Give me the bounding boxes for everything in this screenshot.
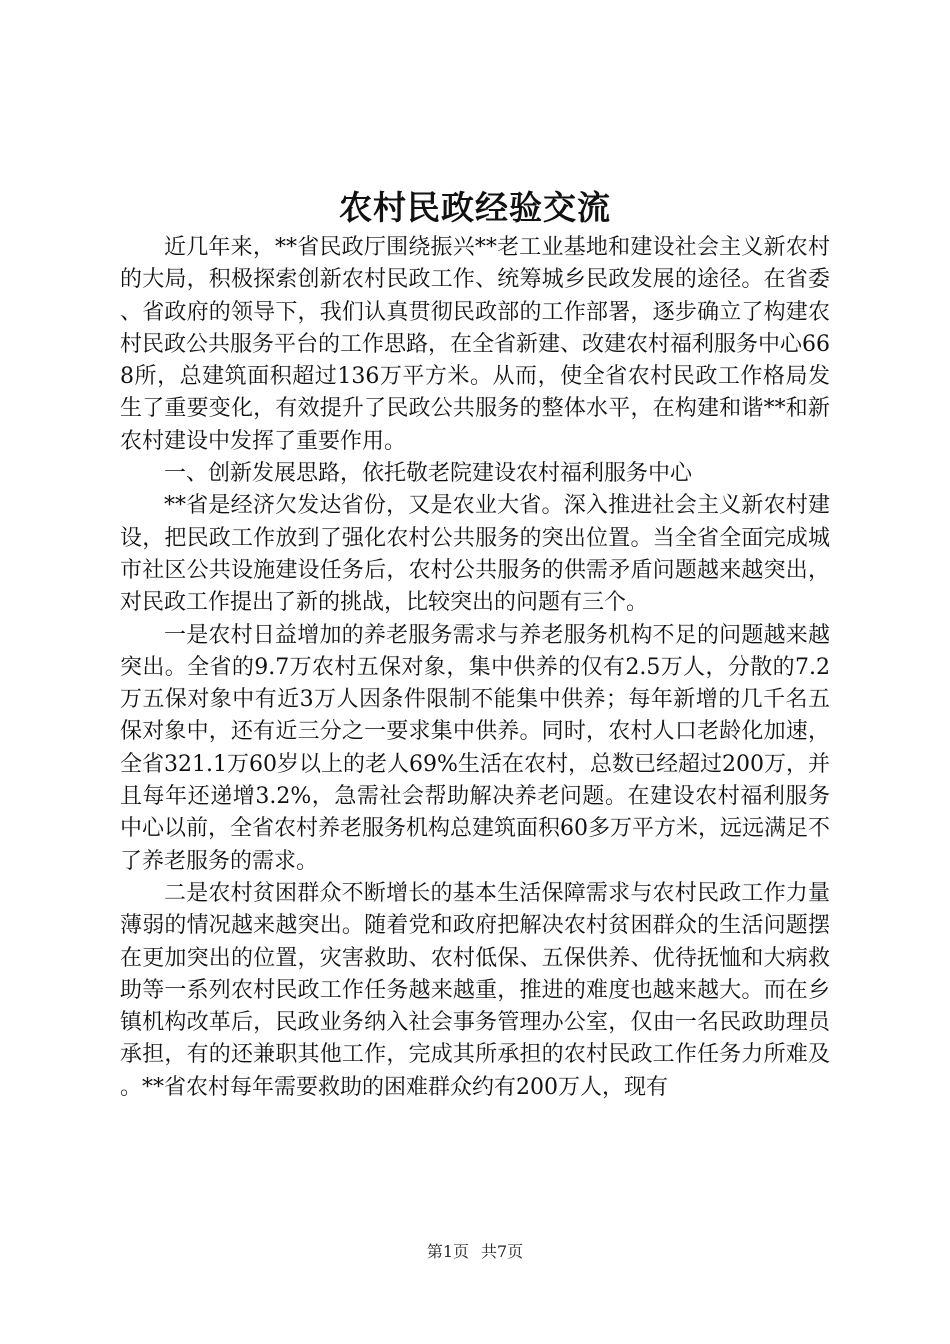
document-body [120,232,830,1104]
paragraph-problem-two: 二是农村贫困群众不断增长的基本生活保障需求与农村民政工作力量薄弱的情况越来越突出。随着党和政府把解决农村贫困群众的生活问题摆在更加突出的位置，灾害救助、农村低保、五保供养、优待抚恤和大病救助等一系列农村民政工作任务越来越重，推进的难度也越来越大。而在乡镇机构改革后，民政业务纳入社会事务管理办公室，仅由一名民政助理员承担，有的还兼职其他工作，完成其所承担的农村民政工作任务力所难及。**省农村每年需要救助的困难群众约有200万人，现有 [120,880,830,1100]
paragraph-problem-one: 一是农村日益增加的养老服务需求与养老服务机构不足的问题越来越突出。全省的9.7万农村五保对象，集中供养的仅有2.5万人，分散的7.2万五保对象中有近3万人因条件限制不能集中供养；每年新增的几千名五保对象中，还有近三分之一要求集中供养。同时，农村人口老龄化加速，全省321.1万60岁以上的老人69%生活在农村，总数已经超过200万，并且每年还递增3.2%，急需社会帮助解决养老问题。在建设农村福利服务中心以前，全省农村养老服务机构总建筑面积60多万平方米，远远满足不了养老服务的需求。 [120,622,830,874]
paragraph-background: **省是经济欠发达省份，又是农业大省。深入推进社会主义新农村建设，把民政工作放到了强化农村公共服务的突出位置。当全省全面完成城市社区公共设施建设任务后，农村公共服务的供需矛盾问题越来越突出，对民政工作提出了新的挑战，比较突出的问题有三个。 [120,493,830,616]
section-heading: 一、创新发展思路，依托敬老院建设农村福利服务中心 [164,461,693,487]
page-footer [0,1240,950,1264]
page-total: 共7页 [481,1242,524,1261]
document-title: 农村民政经验交流 [339,188,611,227]
page-number: 第1页 [426,1242,469,1261]
paragraph-intro: 近几年来，**省民政厅围绕振兴**老工业基地和建设社会主义新农村的大局，积极探索创新农村民政工作、统筹城乡民政发展的途径。在省委、省政府的领导下，我们认真贯彻民政部的工作部署，逐步确立了构建农村民政公共服务平台的工作思路，在全省新建、改建农村福利服务中心668所，总建筑面积超过136万平方米。从而，使全省农村民政工作格局发生了重要变化，有效提升了民政公共服务的整体水平，在构建和谐**和新农村建设中发挥了重要作用。 [120,235,830,454]
